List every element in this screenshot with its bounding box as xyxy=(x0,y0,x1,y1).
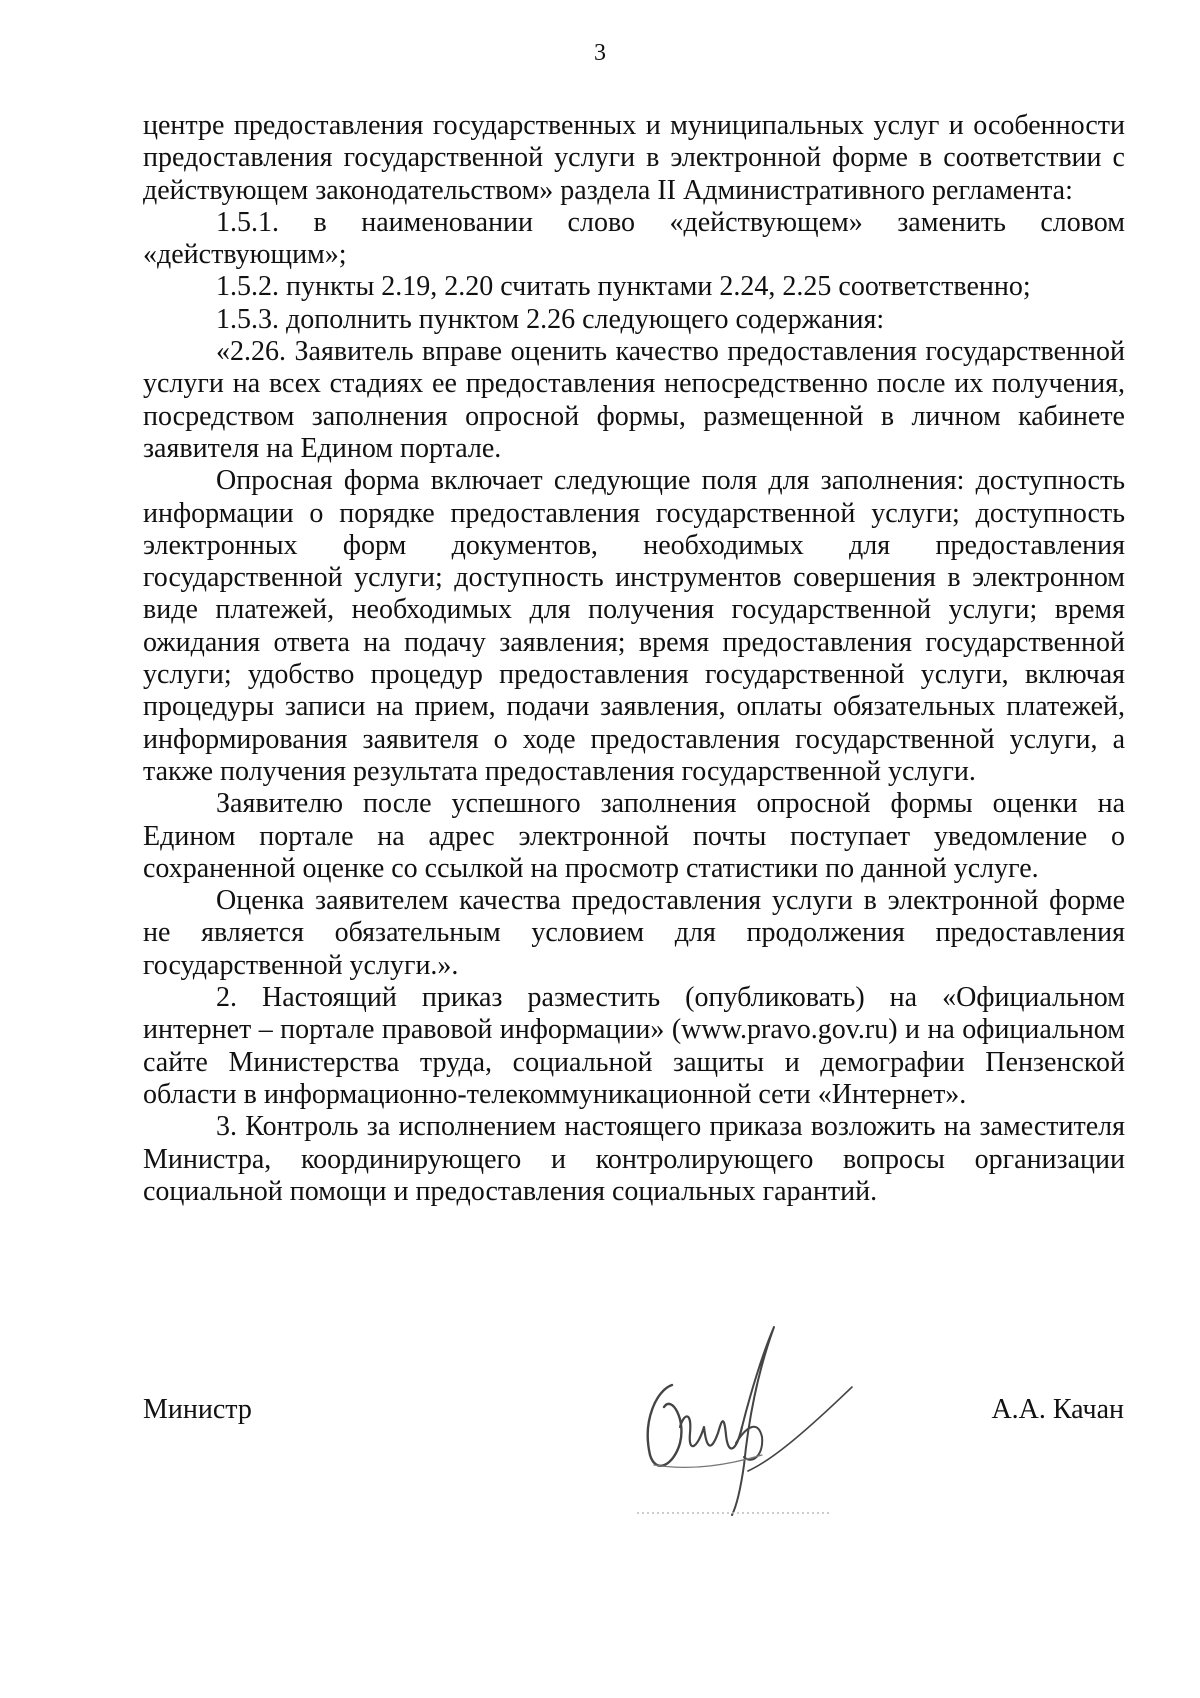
paragraph-point-2-26: «2.26. Заявитель вправе оценить качество предоставления государственной услуги на всех стадиях ее предоставления непосредственно после их получения, посредством заполнения опросной формы, размещенной в личном кабинете заявителя на Едином портале. xyxy=(143,336,1125,464)
document-body xyxy=(143,110,1125,1208)
paragraph-service-section-reference: центре предоставления государственных и муниципальных услуг и особенности предоставления государственной услуги в электронной форме в соответствии с действующем законодательством» раздела II Административного регламента: xyxy=(143,110,1125,206)
paragraph-notification: Заявителю после успешного заполнения опросной формы оценки на Едином портале на адрес электронной почты поступает уведомление о сохраненной оценке со ссылкой на просмотр статистики по данной услуге. xyxy=(143,788,1125,884)
paragraph-assessment-optional: Оценка заявителем качества предоставления услуги в электронной форме не является обязательным условием для продолжения предоставления государственной услуги.». xyxy=(143,885,1125,981)
paragraph-control-order: 3. Контроль за исполнением настоящего приказа возложить на заместителя Министра, координирующего и контролирующего вопросы организации социальной помощи и предоставления социальных гарантий. xyxy=(143,1111,1125,1207)
paragraph-item-1-5-1: 1.5.1. в наименовании слово «действующем» заменить словом «действующим»; xyxy=(143,206,1125,271)
paragraph-survey-form-fields: Опросная форма включает следующие поля для заполнения: доступность информации о порядке предоставления государственной услуги; доступность электронных форм документов, необходимых для предоставления государственной услуги; доступность инструментов совершения в электронном виде платежей, необходимых для получения государственной услуги; время ожидания ответа на подачу заявления; время предоставления государственной услуги; удобство процедур предоставления государственной услуги, включая процедуры записи на прием, подачи заявления, оплаты обязательных платежей, информирования заявителя о ходе предоставления государственной услуги, а также получения результата предоставления государственной услуги. xyxy=(143,465,1125,787)
handwritten-signature xyxy=(632,1315,857,1520)
page-number: 3 xyxy=(594,40,606,66)
signature-block xyxy=(0,1315,1200,1545)
signatory-name: А.А. Качан xyxy=(991,1394,1124,1425)
paragraph-item-1-5-2: 1.5.2. пункты 2.19, 2.20 считать пунктами 2.24, 2.25 соответственно; xyxy=(216,271,1031,303)
paragraph-item-1-5-3: 1.5.3. дополнить пунктом 2.26 следующего содержания: xyxy=(216,303,885,335)
signatory-title: Министр xyxy=(143,1394,252,1425)
paragraph-publication-order: 2. Настоящий приказ разместить (опубликовать) на «Официальном интернет – портале правовой информации» (www.pravo.gov.ru) и на официальном сайте Министерства труда, социальной защиты и демографии Пензенской области в информационно-телекоммуникационной сети «Интернет». xyxy=(143,982,1125,1110)
